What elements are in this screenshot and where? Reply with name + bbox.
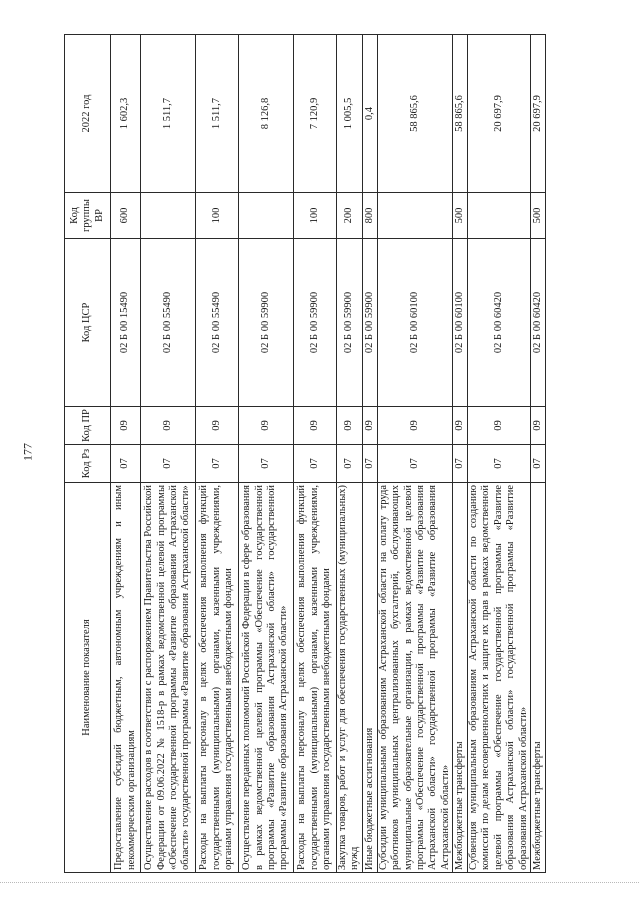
table-row [111, 35, 141, 873]
row-vr [377, 193, 452, 239]
row-rz: 07 [530, 445, 545, 483]
row-vr: 600 [111, 193, 141, 239]
row-csr: 02 Б 00 60420 [530, 239, 545, 407]
page-number: 177 [20, 443, 35, 461]
row-value: 58 865,6 [453, 35, 468, 193]
row-csr: 02 Б 00 59900 [337, 239, 363, 407]
table-row [239, 35, 294, 873]
header-year: 2022 год [65, 35, 111, 193]
row-csr: 02 Б 00 15490 [111, 239, 141, 407]
row-rz: 07 [239, 445, 294, 483]
row-pr: 09 [530, 407, 545, 445]
row-pr: 09 [294, 407, 337, 445]
row-csr: 02 Б 00 55490 [141, 239, 196, 407]
row-vr: 100 [294, 193, 337, 239]
scan-edge-line [0, 882, 639, 883]
row-vr: 500 [530, 193, 545, 239]
row-rz: 07 [111, 445, 141, 483]
row-rz: 07 [337, 445, 363, 483]
row-pr: 09 [141, 407, 196, 445]
row-pr: 09 [337, 407, 363, 445]
row-vr [141, 193, 196, 239]
header-csr: Код ЦСР [65, 239, 111, 407]
table-row [362, 35, 377, 873]
row-vr: 200 [337, 193, 363, 239]
table-row [337, 35, 363, 873]
row-value: 20 697,9 [468, 35, 531, 193]
row-rz: 07 [294, 445, 337, 483]
row-value: 1 511,7 [141, 35, 196, 193]
table-row [468, 35, 531, 873]
table-row [196, 35, 239, 873]
row-name: Предоставление субсидий бюджетным, автономным учреждениям и иным некоммерческим организациям [111, 483, 141, 873]
row-csr: 02 Б 00 59900 [239, 239, 294, 407]
header-pr: Код ПР [65, 407, 111, 445]
row-csr: 02 Б 00 60420 [468, 239, 531, 407]
row-name: Межбюджетные трансферты [453, 483, 468, 873]
row-value: 0,4 [362, 35, 377, 193]
row-value: 1 005,5 [337, 35, 363, 193]
row-value: 20 697,9 [530, 35, 545, 193]
row-vr: 100 [196, 193, 239, 239]
row-rz: 07 [377, 445, 452, 483]
row-csr: 02 Б 00 59900 [362, 239, 377, 407]
row-pr: 09 [362, 407, 377, 445]
header-rz: Код Рз [65, 445, 111, 483]
table-row [294, 35, 337, 873]
table-row [141, 35, 196, 873]
row-name: Субвенция муниципальным образованиям Астраханской области по созданию комиссий по делам несовершеннолетних и защите их прав в рамках ведомственной целевой программы «Обеспечение государственной программы «Развитие образования Астраханской области» государственной программы «Развитие образования Астраханской области» [468, 483, 531, 873]
row-csr: 02 Б 00 59900 [294, 239, 337, 407]
row-vr [468, 193, 531, 239]
row-name: Межбюджетные трансферты [530, 483, 545, 873]
row-value: 1 602,3 [111, 35, 141, 193]
row-name: Расходы на выплаты персоналу в целях обеспечения выполнения функций государственными (муниципальными) органами, казенными учреждениями, органами управления государственными внебюджетными фондами [196, 483, 239, 873]
row-name: Иные бюджетные ассигнования [362, 483, 377, 873]
row-pr: 09 [111, 407, 141, 445]
row-pr: 09 [239, 407, 294, 445]
row-name: Расходы на выплаты персоналу в целях обеспечения выполнения функций государственными (муниципальными) органами, казенными учреждениями, органами управления государственными внебюджетными фондами [294, 483, 337, 873]
row-pr: 09 [377, 407, 452, 445]
row-csr: 02 Б 00 60100 [453, 239, 468, 407]
header-name: Наименование показателя [65, 483, 111, 873]
row-value: 58 865,6 [377, 35, 452, 193]
row-value: 8 126,8 [239, 35, 294, 193]
row-csr: 02 Б 00 55490 [196, 239, 239, 407]
row-vr: 800 [362, 193, 377, 239]
row-value: 7 120,9 [294, 35, 337, 193]
budget-table-rotated [64, 35, 604, 873]
row-pr: 09 [453, 407, 468, 445]
row-rz: 07 [362, 445, 377, 483]
row-rz: 07 [453, 445, 468, 483]
row-rz: 07 [468, 445, 531, 483]
budget-table [64, 34, 546, 873]
row-value: 1 511,7 [196, 35, 239, 193]
row-pr: 09 [196, 407, 239, 445]
row-rz: 07 [196, 445, 239, 483]
header-vr: Код группы ВР [65, 193, 111, 239]
table-header-row [65, 35, 111, 873]
row-csr: 02 Б 00 60100 [377, 239, 452, 407]
row-name: Осуществление расходов в соответствии с распоряжением Правительства Российской Федерации от 09.06.2022 № 1518-р в рамках ведомственной целевой программы «Обеспечение государственной программы «Развитие образования Астраханской области» государственной программы «Развитие образования Астраханской области» [141, 483, 196, 873]
table-row [453, 35, 468, 873]
table-row [530, 35, 545, 873]
row-name: Осуществление переданных полномочий Российской Федерации в сфере образования в рамках ведомственной целевой программы «Обеспечение государственной программы «Развитие образования Астраханской области» государственной программы «Развитие образования Астраханской области» [239, 483, 294, 873]
row-pr: 09 [468, 407, 531, 445]
row-vr [239, 193, 294, 239]
row-vr: 500 [453, 193, 468, 239]
row-name: Закупка товаров, работ и услуг для обеспечения государственных (муниципальных) нужд [337, 483, 363, 873]
row-rz: 07 [141, 445, 196, 483]
row-name: Субсидии муниципальным образованиям Астраханской области на оплату труда работников муниципальных централизованных бухгалтерий, обслуживающих муниципальные образовательные организации, в рамках ведомственной целевой программы «Обеспечение государственной программы «Развитие образования Астраханской области» государственной программы «Развитие образования Астраханской области» [377, 483, 452, 873]
table-row [377, 35, 452, 873]
